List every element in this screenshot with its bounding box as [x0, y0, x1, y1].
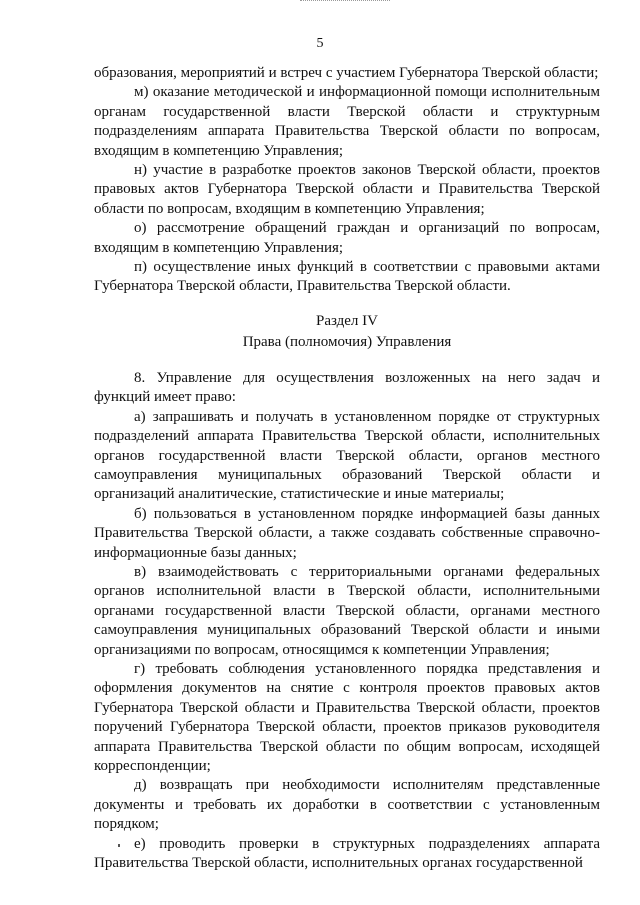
- paragraph-item-d: д) возвращать при необходимости исполнителям представленные документы и требовать их доработки в соответствии с установленным порядком;: [94, 777, 600, 833]
- paragraph-clause-8: 8. Управление для осуществления возложенных на него задач и функций имеет право:: [94, 369, 600, 406]
- section-number: Раздел IV: [315, 312, 378, 329]
- paragraph-item-g: г) требовать соблюдения установленного порядка представления и оформления документов на снятие с контроля проектов правовых актов Губернатора Тверской области и Правительства Тверской области, проектов поручений Губернатора Тверской области, проектов приказов руководителя аппарата Правительства Тверской области по общим вопросам, исходящей корреспонденции;: [94, 660, 600, 774]
- paragraph-item-a: а) запрашивать и получать в установленном порядке от структурных подразделений аппарата Правительства Тверской области, исполнительных органов государственной власти Тверской области, органов местного самоуправления муниципальных образований Тверской области и организаций аналитические, статистические и иные материалы;: [94, 408, 600, 503]
- paragraph-item-b: б) пользоваться в установленном порядке информацией базы данных Правительства Тверской области, а также создавать собственные справочно-информационные базы данных;: [94, 505, 600, 561]
- scan-artifact-top: [300, 0, 390, 4]
- section-title: Права (полномочия) Управления: [242, 333, 452, 350]
- page-number: 5: [316, 36, 324, 51]
- paragraph-item-m: м) оказание методической и информационной помощи исполнительным органам государственной власти Тверской области и структурным подразделениям аппарата Правительства Тверской области по вопросам, входящим в компетенцию Управления;: [94, 84, 600, 159]
- section-heading-block: [94, 311, 600, 353]
- scan-artifact-dot: [118, 844, 120, 847]
- paragraph-item-o: о) рассмотрение обращений граждан и организаций по вопросам, входящим в компетенцию Управления;: [94, 220, 600, 256]
- document-body: [94, 64, 600, 873]
- paragraph-item-n: н) участие в разработке проектов законов Тверской области, проектов правовых актов Губернатора Тверской области и Правительства Тверской области по вопросам, входящим в компетенцию Управления;: [94, 162, 600, 217]
- paragraph-item-v: в) взаимодействовать с территориальными органами федеральных органов исполнительной власти в Тверской области, исполнительными органами государственной власти Тверской области, органами местного самоуправления муниципальных образований Тверской области и иными организациями по вопросам, относящимся к компетенции Управления;: [94, 563, 600, 658]
- paragraph-continuation: образования, мероприятий и встреч с участием Губернатора Тверской области;: [94, 65, 599, 81]
- paragraph-item-p: п) осуществление иных функций в соответствии с правовыми актами Губернатора Тверской области, Правительства Тверской области.: [94, 259, 600, 295]
- paragraph-item-e: е) проводить проверки в структурных подразделениях аппарата Правительства Тверской области, исполнительных органах государственной: [94, 835, 600, 872]
